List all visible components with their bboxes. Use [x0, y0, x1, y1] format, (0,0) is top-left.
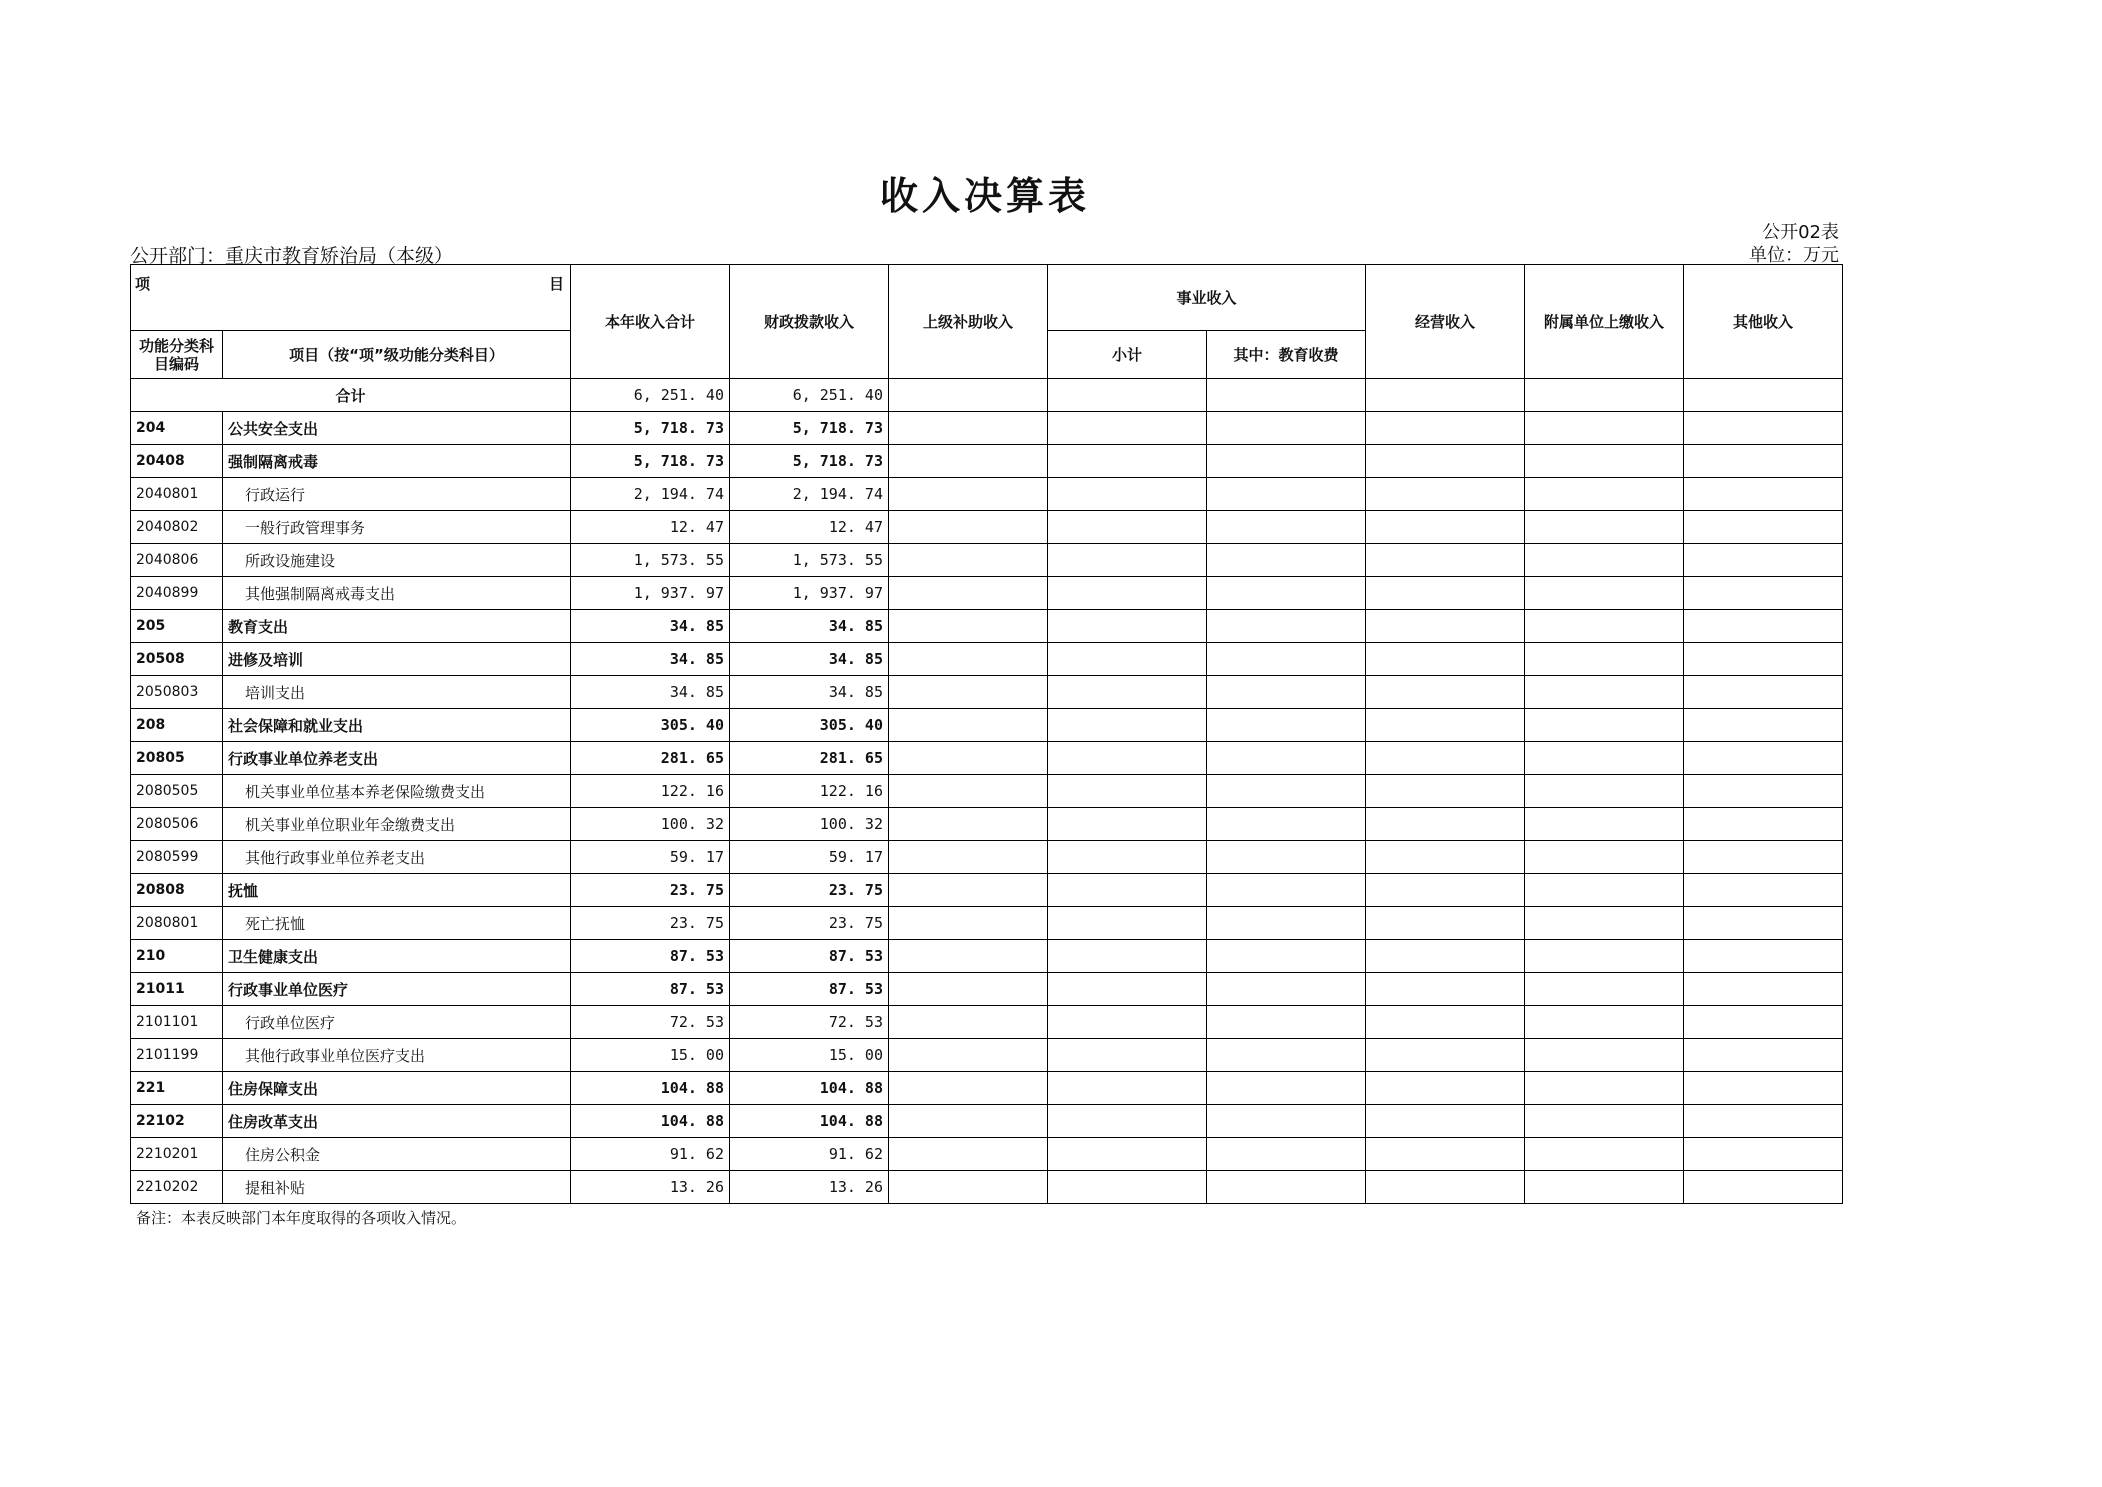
- row-fiscal: 2, 194. 74: [730, 478, 889, 511]
- empty-cell: [1366, 1171, 1525, 1204]
- empty-cell: [1525, 775, 1684, 808]
- empty-cell: [889, 1138, 1048, 1171]
- empty-cell: [1684, 1105, 1843, 1138]
- row-code: 2210202: [131, 1171, 223, 1204]
- empty-cell: [1525, 676, 1684, 709]
- empty-cell: [1366, 643, 1525, 676]
- empty-cell: [1366, 412, 1525, 445]
- table-row: [131, 1138, 1843, 1171]
- row-name: 其他行政事业单位养老支出: [223, 841, 571, 874]
- empty-cell: [1048, 1171, 1207, 1204]
- empty-cell: [1048, 775, 1207, 808]
- empty-cell: [1525, 412, 1684, 445]
- empty-cell: [889, 1105, 1048, 1138]
- empty-cell: [1525, 874, 1684, 907]
- empty-cell: [1048, 1039, 1207, 1072]
- empty-cell: [1366, 874, 1525, 907]
- table-row: [131, 676, 1843, 709]
- row-total: 91. 62: [571, 1138, 730, 1171]
- row-code: 2040899: [131, 577, 223, 610]
- header-fiscal: 财政拨款收入: [730, 265, 889, 379]
- row-fiscal: 34. 85: [730, 610, 889, 643]
- table-row: [131, 412, 1843, 445]
- row-total: 34. 85: [571, 610, 730, 643]
- table-row: [131, 742, 1843, 775]
- table-row: [131, 874, 1843, 907]
- empty-cell: [889, 676, 1048, 709]
- row-name: 行政单位医疗: [223, 1006, 571, 1039]
- row-total: 34. 85: [571, 676, 730, 709]
- total-row: [131, 379, 1843, 412]
- empty-cell: [1048, 973, 1207, 1006]
- row-fiscal: 122. 16: [730, 775, 889, 808]
- empty-cell: [1366, 1072, 1525, 1105]
- header-edu-fee: 其中：教育收费: [1207, 331, 1366, 379]
- empty-cell: [1684, 445, 1843, 478]
- form-number: 公开02表: [1762, 222, 1839, 243]
- empty-cell: [1684, 775, 1843, 808]
- row-total: 23. 75: [571, 907, 730, 940]
- empty-cell: [1207, 1138, 1366, 1171]
- empty-cell: [1048, 742, 1207, 775]
- row-code: 20408: [131, 445, 223, 478]
- empty-cell: [1684, 841, 1843, 874]
- header-affiliated: 附属单位上缴收入: [1525, 265, 1684, 379]
- empty-cell: [1048, 808, 1207, 841]
- empty-cell: [1366, 940, 1525, 973]
- table-row: [131, 643, 1843, 676]
- empty-cell: [1366, 973, 1525, 1006]
- header-mu: 目: [548, 275, 564, 293]
- footnote: 备注：本表反映部门本年度取得的各项收入情况。: [136, 1209, 467, 1227]
- empty-cell: [1366, 709, 1525, 742]
- row-name: 抚恤: [223, 874, 571, 907]
- empty-cell: [1207, 973, 1366, 1006]
- empty-cell: [1207, 808, 1366, 841]
- empty-cell: [1684, 907, 1843, 940]
- row-fiscal: 12. 47: [730, 511, 889, 544]
- empty-cell: [1366, 610, 1525, 643]
- row-code: 208: [131, 709, 223, 742]
- empty-cell: [1525, 610, 1684, 643]
- row-code: 2080506: [131, 808, 223, 841]
- row-fiscal: 91. 62: [730, 1138, 889, 1171]
- empty-cell: [1525, 1138, 1684, 1171]
- row-fiscal: 1, 937. 97: [730, 577, 889, 610]
- empty-cell: [1684, 478, 1843, 511]
- row-name: 行政事业单位医疗: [223, 973, 571, 1006]
- row-name: 行政运行: [223, 478, 571, 511]
- row-fiscal: 23. 75: [730, 874, 889, 907]
- row-total: 1, 573. 55: [571, 544, 730, 577]
- row-fiscal: 34. 85: [730, 676, 889, 709]
- empty-cell: [889, 610, 1048, 643]
- total-fiscal: 6, 251. 40: [730, 379, 889, 412]
- empty-cell: [1207, 643, 1366, 676]
- empty-cell: [1366, 775, 1525, 808]
- empty-cell: [889, 1039, 1048, 1072]
- row-code: 2080801: [131, 907, 223, 940]
- row-total: 13. 26: [571, 1171, 730, 1204]
- table-row: [131, 841, 1843, 874]
- empty-cell: [1207, 544, 1366, 577]
- empty-cell: [1207, 1105, 1366, 1138]
- empty-cell: [1366, 808, 1525, 841]
- empty-cell: [1684, 1006, 1843, 1039]
- empty-cell: [1366, 544, 1525, 577]
- row-fiscal: 281. 65: [730, 742, 889, 775]
- empty-cell: [889, 643, 1048, 676]
- table-row: [131, 940, 1843, 973]
- empty-cell: [1366, 1138, 1525, 1171]
- empty-cell: [1525, 1105, 1684, 1138]
- row-fiscal: 5, 718. 73: [730, 412, 889, 445]
- empty-cell: [1048, 544, 1207, 577]
- row-name: 公共安全支出: [223, 412, 571, 445]
- row-fiscal: 87. 53: [730, 940, 889, 973]
- row-name: 进修及培训: [223, 643, 571, 676]
- department-label: 公开部门：重庆市教育矫治局（本级）: [130, 245, 454, 267]
- row-code: 2080599: [131, 841, 223, 874]
- row-name: 住房改革支出: [223, 1105, 571, 1138]
- empty-cell: [1366, 511, 1525, 544]
- row-code: 20805: [131, 742, 223, 775]
- row-name: 住房保障支出: [223, 1072, 571, 1105]
- row-name: 其他强制隔离戒毒支出: [223, 577, 571, 610]
- empty-cell: [889, 1171, 1048, 1204]
- empty-cell: [1366, 577, 1525, 610]
- empty-cell: [1366, 841, 1525, 874]
- row-total: 72. 53: [571, 1006, 730, 1039]
- header-operating: 经营收入: [1366, 265, 1525, 379]
- table-row: [131, 478, 1843, 511]
- empty-cell: [1048, 1105, 1207, 1138]
- page-title: 收入决算表: [879, 174, 1090, 218]
- table-row: [131, 709, 1843, 742]
- empty-cell: [1207, 1006, 1366, 1039]
- empty-cell: [1684, 742, 1843, 775]
- row-total: 100. 32: [571, 808, 730, 841]
- row-fiscal: 87. 53: [730, 973, 889, 1006]
- row-code: 20808: [131, 874, 223, 907]
- empty-cell: [1525, 1006, 1684, 1039]
- empty-cell: [1048, 610, 1207, 643]
- empty-cell: [1048, 841, 1207, 874]
- empty-cell: [1525, 907, 1684, 940]
- empty-cell: [889, 709, 1048, 742]
- empty-cell: [1207, 841, 1366, 874]
- empty-cell: [1048, 1138, 1207, 1171]
- empty-cell: [1366, 445, 1525, 478]
- row-fiscal: 104. 88: [730, 1105, 889, 1138]
- table-row: [131, 1105, 1843, 1138]
- table-row: [131, 1072, 1843, 1105]
- row-total: 87. 53: [571, 973, 730, 1006]
- empty-cell: [1684, 544, 1843, 577]
- row-total: 2, 194. 74: [571, 478, 730, 511]
- empty-cell: [889, 973, 1048, 1006]
- empty-cell: [1525, 808, 1684, 841]
- row-name: 死亡抚恤: [223, 907, 571, 940]
- empty-cell: [1366, 1039, 1525, 1072]
- header-total: 本年收入合计: [571, 265, 730, 379]
- empty-cell: [1048, 1006, 1207, 1039]
- empty-cell: [889, 478, 1048, 511]
- table-row: [131, 445, 1843, 478]
- table-row: [131, 973, 1843, 1006]
- empty-cell: [1207, 874, 1366, 907]
- row-total: 104. 88: [571, 1072, 730, 1105]
- header-subtotal: 小计: [1048, 331, 1207, 379]
- empty-cell: [1684, 874, 1843, 907]
- table-row: [131, 1171, 1843, 1204]
- empty-cell: [1525, 1171, 1684, 1204]
- empty-cell: [889, 577, 1048, 610]
- row-fiscal: 72. 53: [730, 1006, 889, 1039]
- total-sum: 6, 251. 40: [571, 379, 730, 412]
- empty-cell: [1684, 643, 1843, 676]
- row-code: 2210201: [131, 1138, 223, 1171]
- empty-cell: [1684, 1138, 1843, 1171]
- unit-label: 单位：万元: [1749, 245, 1839, 266]
- empty-cell: [889, 412, 1048, 445]
- header-superior: 上级补助收入: [889, 265, 1048, 379]
- row-name: 社会保障和就业支出: [223, 709, 571, 742]
- empty-cell: [1207, 610, 1366, 643]
- row-code: 2040802: [131, 511, 223, 544]
- header-code: 功能分类科目编码: [131, 331, 223, 379]
- row-total: 59. 17: [571, 841, 730, 874]
- empty-cell: [1525, 940, 1684, 973]
- table-row: [131, 511, 1843, 544]
- empty-cell: [1525, 973, 1684, 1006]
- row-name: 卫生健康支出: [223, 940, 571, 973]
- row-code: 221: [131, 1072, 223, 1105]
- empty-cell: [1684, 1072, 1843, 1105]
- empty-cell: [1207, 1171, 1366, 1204]
- table-row: [131, 1039, 1843, 1072]
- empty-cell: [1525, 709, 1684, 742]
- row-fiscal: 1, 573. 55: [730, 544, 889, 577]
- row-name: 机关事业单位职业年金缴费支出: [223, 808, 571, 841]
- empty-cell: [889, 907, 1048, 940]
- empty-cell: [1525, 1039, 1684, 1072]
- table-row: [131, 775, 1843, 808]
- empty-cell: [1366, 478, 1525, 511]
- empty-cell: [1048, 907, 1207, 940]
- empty-cell: [1048, 511, 1207, 544]
- empty-cell: [1366, 676, 1525, 709]
- row-code: 2040806: [131, 544, 223, 577]
- row-name: 行政事业单位养老支出: [223, 742, 571, 775]
- table-row: [131, 1006, 1843, 1039]
- row-total: 122. 16: [571, 775, 730, 808]
- empty-cell: [1684, 511, 1843, 544]
- empty-cell: [1048, 643, 1207, 676]
- empty-cell: [889, 808, 1048, 841]
- empty-cell: [1684, 577, 1843, 610]
- row-total: 5, 718. 73: [571, 445, 730, 478]
- empty-cell: [1684, 940, 1843, 973]
- row-total: 12. 47: [571, 511, 730, 544]
- row-name: 一般行政管理事务: [223, 511, 571, 544]
- empty-cell: [1525, 445, 1684, 478]
- row-total: 305. 40: [571, 709, 730, 742]
- empty-cell: [1048, 445, 1207, 478]
- empty-cell: [1207, 742, 1366, 775]
- header-xiang: 项: [135, 275, 151, 293]
- empty-cell: [1525, 643, 1684, 676]
- empty-cell: [1525, 478, 1684, 511]
- empty-cell: [1366, 907, 1525, 940]
- row-name: 住房公积金: [223, 1138, 571, 1171]
- header-name: 项目（按“项”级功能分类科目）: [223, 331, 571, 379]
- row-code: 21011: [131, 973, 223, 1006]
- row-fiscal: 23. 75: [730, 907, 889, 940]
- row-total: 281. 65: [571, 742, 730, 775]
- empty-cell: [889, 1006, 1048, 1039]
- empty-cell: [1366, 1006, 1525, 1039]
- row-total: 34. 85: [571, 643, 730, 676]
- empty-cell: [1207, 577, 1366, 610]
- row-fiscal: 59. 17: [730, 841, 889, 874]
- empty-cell: [889, 775, 1048, 808]
- table-row: [131, 577, 1843, 610]
- row-name: 提租补贴: [223, 1171, 571, 1204]
- row-total: 5, 718. 73: [571, 412, 730, 445]
- empty-cell: [1207, 478, 1366, 511]
- header-business: 事业收入: [1048, 265, 1366, 331]
- income-table: [130, 264, 1843, 1204]
- header-other: 其他收入: [1684, 265, 1843, 379]
- empty-cell: [889, 742, 1048, 775]
- empty-cell: [889, 544, 1048, 577]
- row-code: 2101101: [131, 1006, 223, 1039]
- header-item-label: [131, 265, 571, 331]
- empty-cell: [1048, 1072, 1207, 1105]
- empty-cell: [1048, 412, 1207, 445]
- empty-cell: [1366, 742, 1525, 775]
- empty-cell: [889, 841, 1048, 874]
- table-row: [131, 610, 1843, 643]
- empty-cell: [1048, 709, 1207, 742]
- empty-cell: [1048, 940, 1207, 973]
- row-code: 205: [131, 610, 223, 643]
- empty-cell: [889, 940, 1048, 973]
- row-name: 培训支出: [223, 676, 571, 709]
- empty-cell: [1207, 676, 1366, 709]
- empty-cell: [1207, 775, 1366, 808]
- empty-cell: [1525, 511, 1684, 544]
- empty-cell: [1207, 1072, 1366, 1105]
- row-code: 20508: [131, 643, 223, 676]
- empty-cell: [1048, 874, 1207, 907]
- empty-cell: [1684, 412, 1843, 445]
- row-name: 机关事业单位基本养老保险缴费支出: [223, 775, 571, 808]
- empty-cell: [1207, 412, 1366, 445]
- empty-cell: [889, 511, 1048, 544]
- row-code: 2040801: [131, 478, 223, 511]
- row-name: 强制隔离戒毒: [223, 445, 571, 478]
- row-total: 1, 937. 97: [571, 577, 730, 610]
- empty-cell: [1684, 676, 1843, 709]
- row-total: 23. 75: [571, 874, 730, 907]
- row-fiscal: 5, 718. 73: [730, 445, 889, 478]
- empty-cell: [1525, 742, 1684, 775]
- empty-cell: [1525, 544, 1684, 577]
- empty-cell: [1366, 1105, 1525, 1138]
- row-fiscal: 104. 88: [730, 1072, 889, 1105]
- empty-cell: [1207, 709, 1366, 742]
- empty-cell: [1207, 445, 1366, 478]
- empty-cell: [1684, 610, 1843, 643]
- row-code: 204: [131, 412, 223, 445]
- row-total: 104. 88: [571, 1105, 730, 1138]
- empty-cell: [889, 445, 1048, 478]
- row-fiscal: 34. 85: [730, 643, 889, 676]
- empty-cell: [1207, 511, 1366, 544]
- table-row: [131, 544, 1843, 577]
- row-code: 2101199: [131, 1039, 223, 1072]
- row-name: 其他行政事业单位医疗支出: [223, 1039, 571, 1072]
- empty-cell: [1048, 676, 1207, 709]
- empty-cell: [1684, 808, 1843, 841]
- row-total: 15. 00: [571, 1039, 730, 1072]
- empty-cell: [1525, 577, 1684, 610]
- row-name: 所政设施建设: [223, 544, 571, 577]
- total-label: 合计: [131, 379, 571, 412]
- empty-cell: [1048, 577, 1207, 610]
- row-total: 87. 53: [571, 940, 730, 973]
- row-fiscal: 13. 26: [730, 1171, 889, 1204]
- empty-cell: [1525, 1072, 1684, 1105]
- table-row: [131, 808, 1843, 841]
- empty-cell: [1525, 841, 1684, 874]
- row-code: 210: [131, 940, 223, 973]
- row-code: 2050803: [131, 676, 223, 709]
- row-fiscal: 305. 40: [730, 709, 889, 742]
- row-fiscal: 100. 32: [730, 808, 889, 841]
- empty-cell: [1684, 1039, 1843, 1072]
- row-code: 22102: [131, 1105, 223, 1138]
- empty-cell: [1684, 1171, 1843, 1204]
- empty-cell: [1207, 1039, 1366, 1072]
- row-code: 2080505: [131, 775, 223, 808]
- empty-cell: [1207, 907, 1366, 940]
- empty-cell: [889, 874, 1048, 907]
- table-row: [131, 907, 1843, 940]
- empty-cell: [1684, 973, 1843, 1006]
- empty-cell: [1684, 709, 1843, 742]
- empty-cell: [889, 1072, 1048, 1105]
- row-fiscal: 15. 00: [730, 1039, 889, 1072]
- empty-cell: [1207, 940, 1366, 973]
- empty-cell: [1048, 478, 1207, 511]
- row-name: 教育支出: [223, 610, 571, 643]
